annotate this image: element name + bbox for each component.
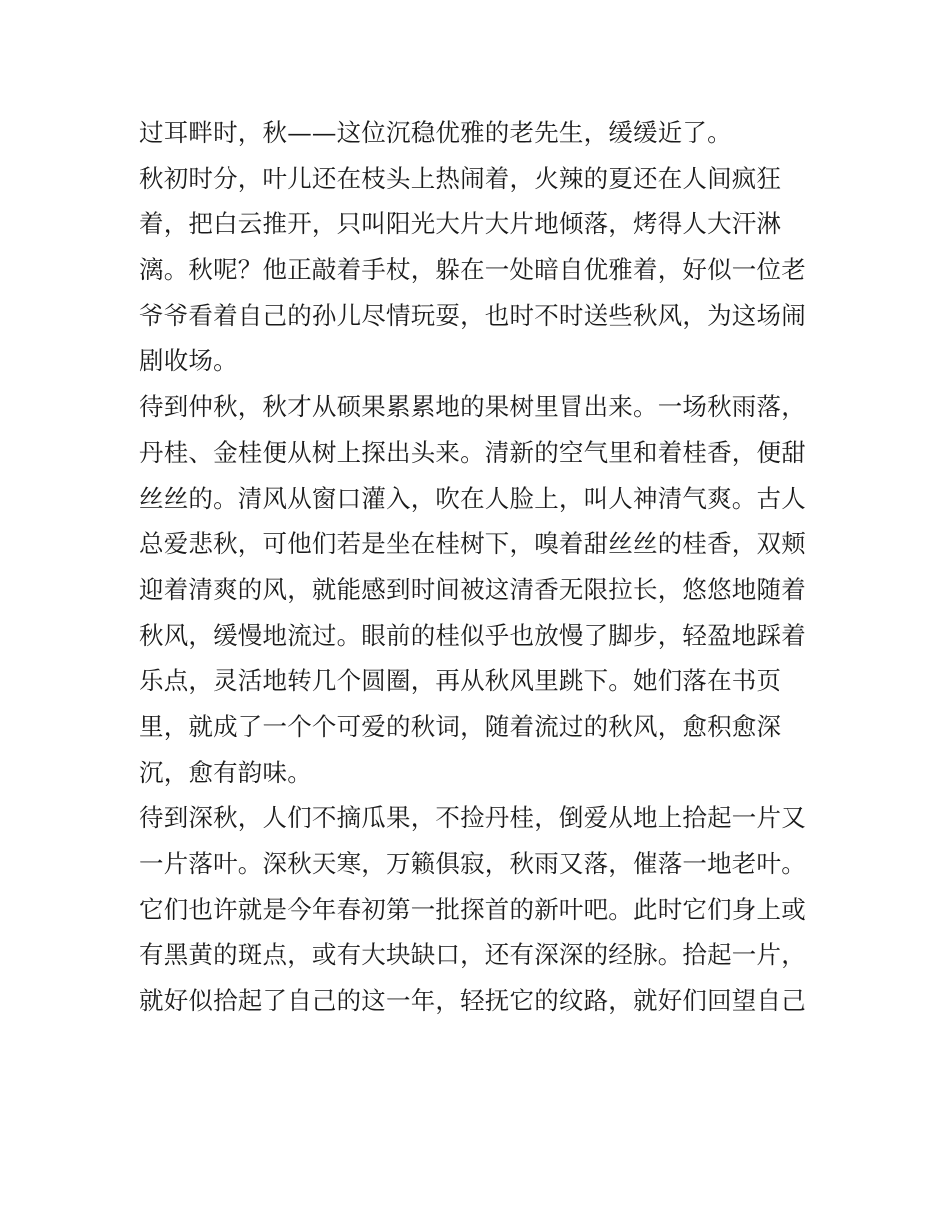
essay-text	[139, 110, 819, 1024]
text-line: 里，就成了一个个可爱的秋词，随着流过的秋风，愈积愈深	[139, 711, 782, 741]
text-line: 它们也许就是今年春初第一批探首的新叶吧。此时它们身上或	[139, 894, 806, 924]
text-line: 沉，愈有韵味。	[139, 757, 312, 787]
text-line: 待到深秋，人们不摘瓜果，不捡丹桂，倒爱从地上拾起一片又	[139, 803, 806, 833]
text-line: 丹桂、金桂便从树上探出头来。清新的空气里和着桂香，便甜	[139, 437, 806, 467]
text-line: 有黑黄的斑点，或有大块缺口，还有深深的经脉。拾起一片，	[139, 940, 806, 970]
text-line: 秋风，缓慢地流过。眼前的桂似乎也放慢了脚步，轻盈地踩着	[139, 620, 806, 650]
text-line: 爷爷看着自己的孙儿尽情玩耍，也时不时送些秋风，为这场闹	[139, 300, 806, 330]
text-line: 丝丝的。清风从窗口灌入，吹在人脸上，叫人神清气爽。古人	[139, 483, 806, 513]
text-line: 过耳畔时，秋——这位沉稳优雅的老先生，缓缓近了。	[139, 118, 732, 147]
text-line: 剧收场。	[139, 346, 238, 376]
text-line: 着，把白云推开，只叫阳光大片大片地倾落，烤得人大汗淋	[139, 209, 782, 239]
text-line: 就好似拾起了自己的这一年，轻抚它的纹路，就好们回望自己	[139, 986, 806, 1016]
text-line: 总爱悲秋，可他们若是坐在桂树下，嗅着甜丝丝的桂香，双颊	[139, 529, 806, 559]
text-line: 乐点，灵活地转几个圆圈，再从秋风里跳下。她们落在书页	[139, 666, 782, 696]
text-line: 待到仲秋，秋才从硕果累累地的果树里冒出来。一场秋雨落，	[139, 392, 806, 422]
text-line: 秋初时分，叶儿还在枝头上热闹着，火辣的夏还在人间疯狂	[139, 163, 782, 193]
text-line: 迎着清爽的风，就能感到时间被这清香无限拉长，悠悠地随着	[139, 574, 806, 604]
text-line: 一片落叶。深秋天寒，万籁俱寂，秋雨又落，催落一地老叶。	[139, 849, 806, 878]
text-line: 漓。秋呢？他正敲着手杖，躲在一处暗自优雅着，好似一位老	[139, 255, 806, 285]
